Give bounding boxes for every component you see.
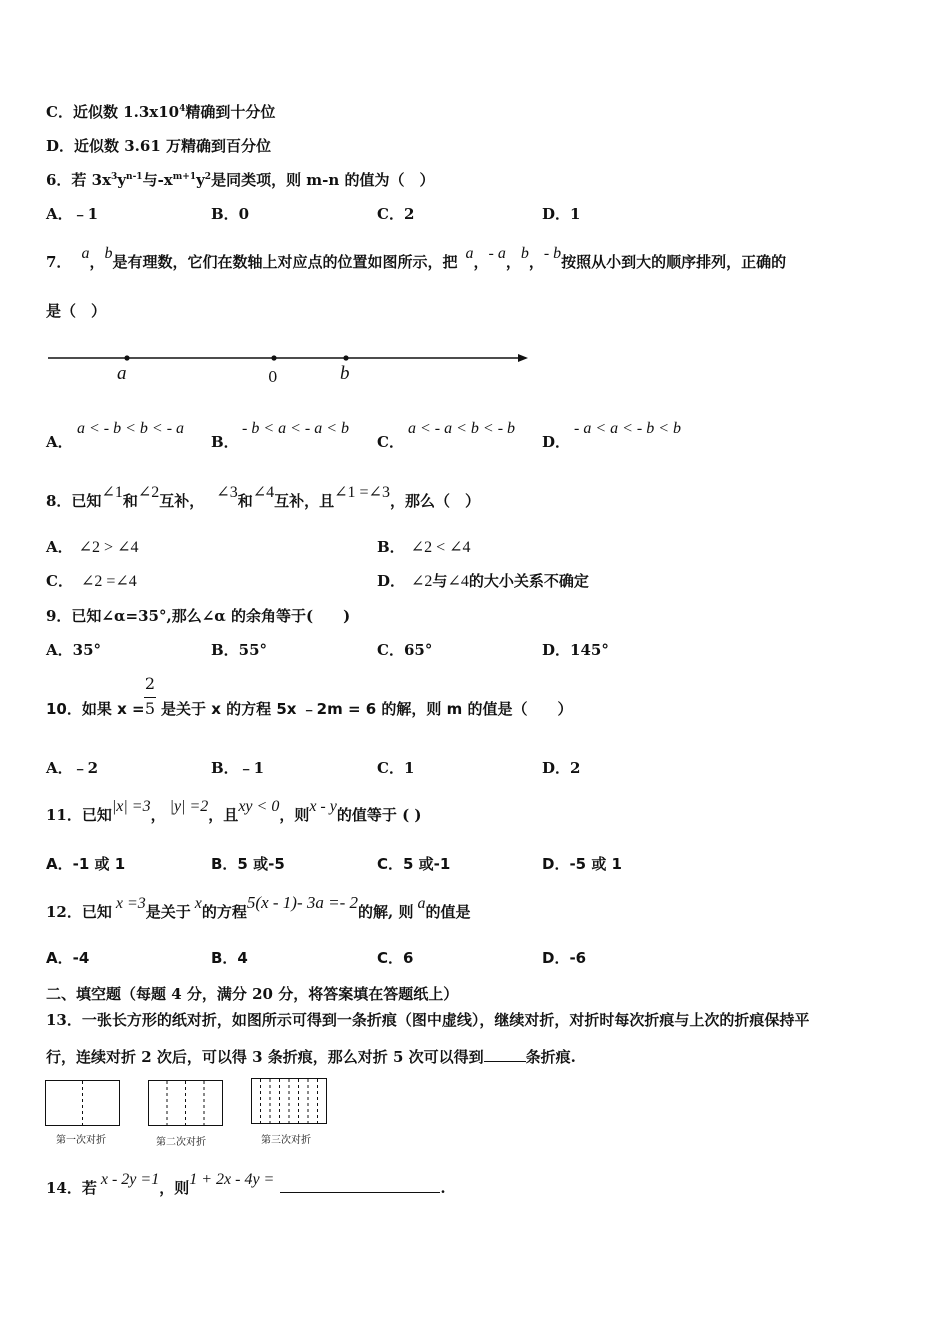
q12-option-a: A．-4 [46,949,90,967]
q9-option-c: C．65° [377,641,433,659]
q7-stem: 7． a，b是有理数，它们在数轴上对应点的位置如图所示，把 a，- a，b，- b按照从小到大的顺序排列，正确的 [46,245,787,271]
q10-option-b: B．﹣1 [211,759,265,777]
fold-caption-2: 第二次对折 [156,1137,206,1148]
fold-figure-2 [148,1080,224,1128]
q8-option-c: C． ∠2 =∠4 [46,572,137,590]
q6-option-b: B．0 [211,205,250,223]
axis-label-a: a [117,363,127,384]
q7-option-c: a < - a < b < - b [408,420,516,437]
q11-option-b: B．5 或-5 [211,855,285,873]
q14-answer-blank[interactable] [280,1178,440,1193]
q12-option-d: D．-6 [542,949,587,967]
fold-caption-1: 第一次对折 [56,1135,106,1146]
q12-option-c: C．6 [377,949,414,967]
q10-stem-start: 10．如果 x = [46,700,145,718]
axis-label-b: b [340,363,350,384]
q7-option-d: - a < a < - b < b [574,420,682,437]
q5-option-d: D．近似数 3.61 万精确到百分位 [46,137,271,155]
q7-option-d-label: D． [542,433,571,451]
q6-stem: 6．若 $3x^3y^{n-1}$与$-x^{m+1}y^2$是同类项，则 m-n 的值为（ ） [46,171,435,189]
fold-figure-3 [251,1078,329,1126]
q7-stem-end: 是（ ） [46,302,107,320]
q9-option-b: B．55° [211,641,268,659]
q10-fraction-numerator: 2 [144,674,156,693]
q8-option-b: B． ∠2 < ∠4 [377,538,471,556]
q12-option-b: B．4 [211,949,248,967]
point-b [343,355,348,360]
section-title: 二、填空题（每题 4 分，满分 20 分，将答案填在答题纸上） [46,985,459,1003]
axis-label-zero: 0 [268,368,278,386]
q10-option-d: D．2 [542,759,581,777]
q7-option-b: - b < a < - a < b [242,420,350,437]
q10-option-c: C．1 [377,759,415,777]
q6-option-d: D．1 [542,205,581,223]
point-zero [271,355,276,360]
q11-option-c: C．5 或-1 [377,855,451,873]
q14-stem: 14．若 x - 2y =1，则1 + 2x - 4y = . [46,1171,446,1197]
q13-line2: 行，连续对折 2 次后，可以得 3 条折痕，那么对折 5 次可以得到 条折痕. [46,1048,576,1066]
q12-stem: 12．已知 x =3是关于 x的方程5(x - 1)- 3a =- 2的解, 则 a的值是 [46,893,471,921]
q13-line1: 13．一张长方形的纸对折，如图所示可得到一条折痕（图中虚线），继续对折，对折时每次折痕与上次的折痕保持平 [46,1011,810,1029]
q10-fraction-denominator: 5 [144,699,156,718]
q5-option-c: C．近似数 $1.3x10^4$精确到十分位 [46,103,276,121]
q10-stem-end: 是关于 x 的方程 5x ﹣2m = 6 的解，则 m 的值是（ ） [161,700,573,718]
number-line-arrow [518,354,528,362]
q8-stem: 8．已知∠1和∠2互补， ∠3和∠4互补，且∠1 =∠3，那么（ ） [46,484,480,510]
q9-option-d: D．145° [542,641,609,659]
q8-option-d: D． ∠2与∠4的大小关系不确定 [377,572,589,590]
q8-option-a: A． ∠2 > ∠4 [46,538,139,556]
q9-option-a: A．35° [46,641,102,659]
q7-option-a: a < - b < b < - a [77,420,185,437]
q9-stem: 9．已知∠α=35°,那么∠α 的余角等于( ) [46,607,351,625]
q11-option-a: A．-1 或 1 [46,855,126,873]
fold-figure-1 [45,1080,121,1128]
fold-caption-3: 第三次对折 [261,1135,311,1146]
q7-option-a-label: A． [46,433,73,451]
point-a [124,355,129,360]
q11-stem: 11．已知|x| =3， |y| =2，且xy < 0，则x - y的值等于 ( ) [46,798,422,824]
q13-answer-blank[interactable] [484,1047,526,1062]
q11-option-d: D．-5 或 1 [542,855,622,873]
q7-option-b-label: B． [211,433,239,451]
q10-fraction-bar [144,697,156,698]
q6-option-c: C．2 [377,205,415,223]
q7-option-c-label: C． [377,433,404,451]
q6-option-a: A．﹣1 [46,205,99,223]
q10-option-a: A．﹣2 [46,759,99,777]
